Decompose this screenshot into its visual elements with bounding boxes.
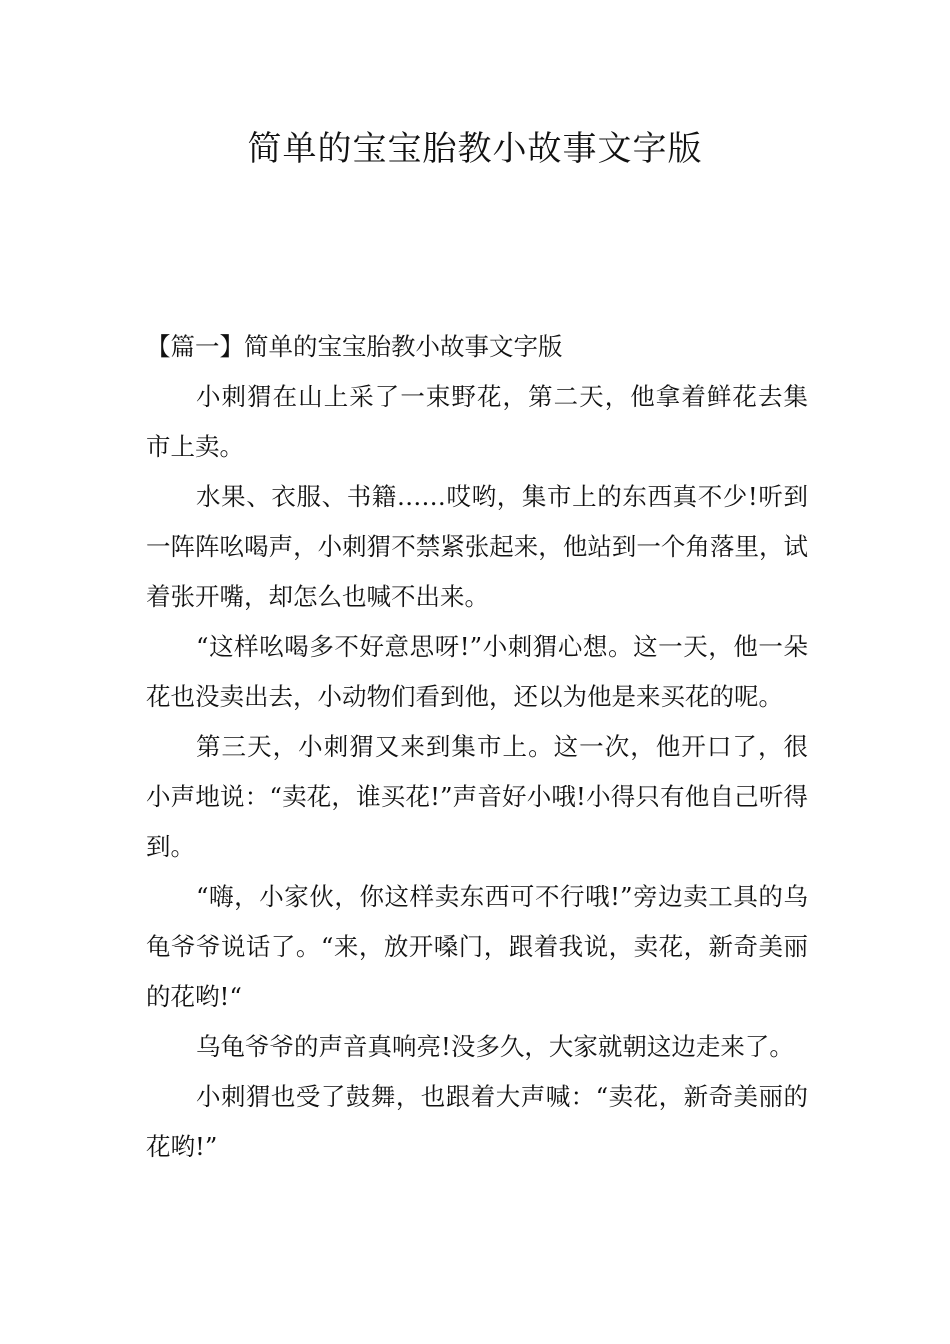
paragraph-5: “嗨，小家伙，你这样卖东西可不行哦!”旁边卖工具的乌龟爷爷说话了。“来，放开嗓门，跟着我说，卖花，新奇美丽的花哟!“ xyxy=(146,882,808,1011)
section-heading: 【篇一】简单的宝宝胎教小故事文字版 xyxy=(146,332,563,361)
paragraph-7: 小刺猬也受了鼓舞，也跟着大声喊：“卖花，新奇美丽的花哟!” xyxy=(146,1082,808,1161)
document-body xyxy=(146,322,808,1172)
paragraph-1: 小刺猬在山上采了一束野花，第二天，他拿着鲜花去集市上卖。 xyxy=(146,382,808,461)
paragraph-4: 第三天，小刺猬又来到集市上。这一次，他开口了，很小声地说：“卖花，谁买花!”声音好小哦!小得只有他自己听得到。 xyxy=(146,732,808,861)
paragraph-3: “这样吆喝多不好意思呀!”小刺猬心想。这一天，他一朵花也没卖出去，小动物们看到他，还以为他是来买花的呢。 xyxy=(146,632,808,711)
paragraph-6: 乌龟爷爷的声音真响亮!没多久，大家就朝这边走来了。 xyxy=(196,1032,794,1061)
paragraph-2: 水果、衣服、书籍……哎哟，集市上的东西真不少!听到一阵阵吆喝声，小刺猬不禁紧张起来，他站到一个角落里，试着张开嘴，却怎么也喊不出来。 xyxy=(146,482,808,611)
document-title: 简单的宝宝胎教小故事文字版 xyxy=(247,129,703,169)
